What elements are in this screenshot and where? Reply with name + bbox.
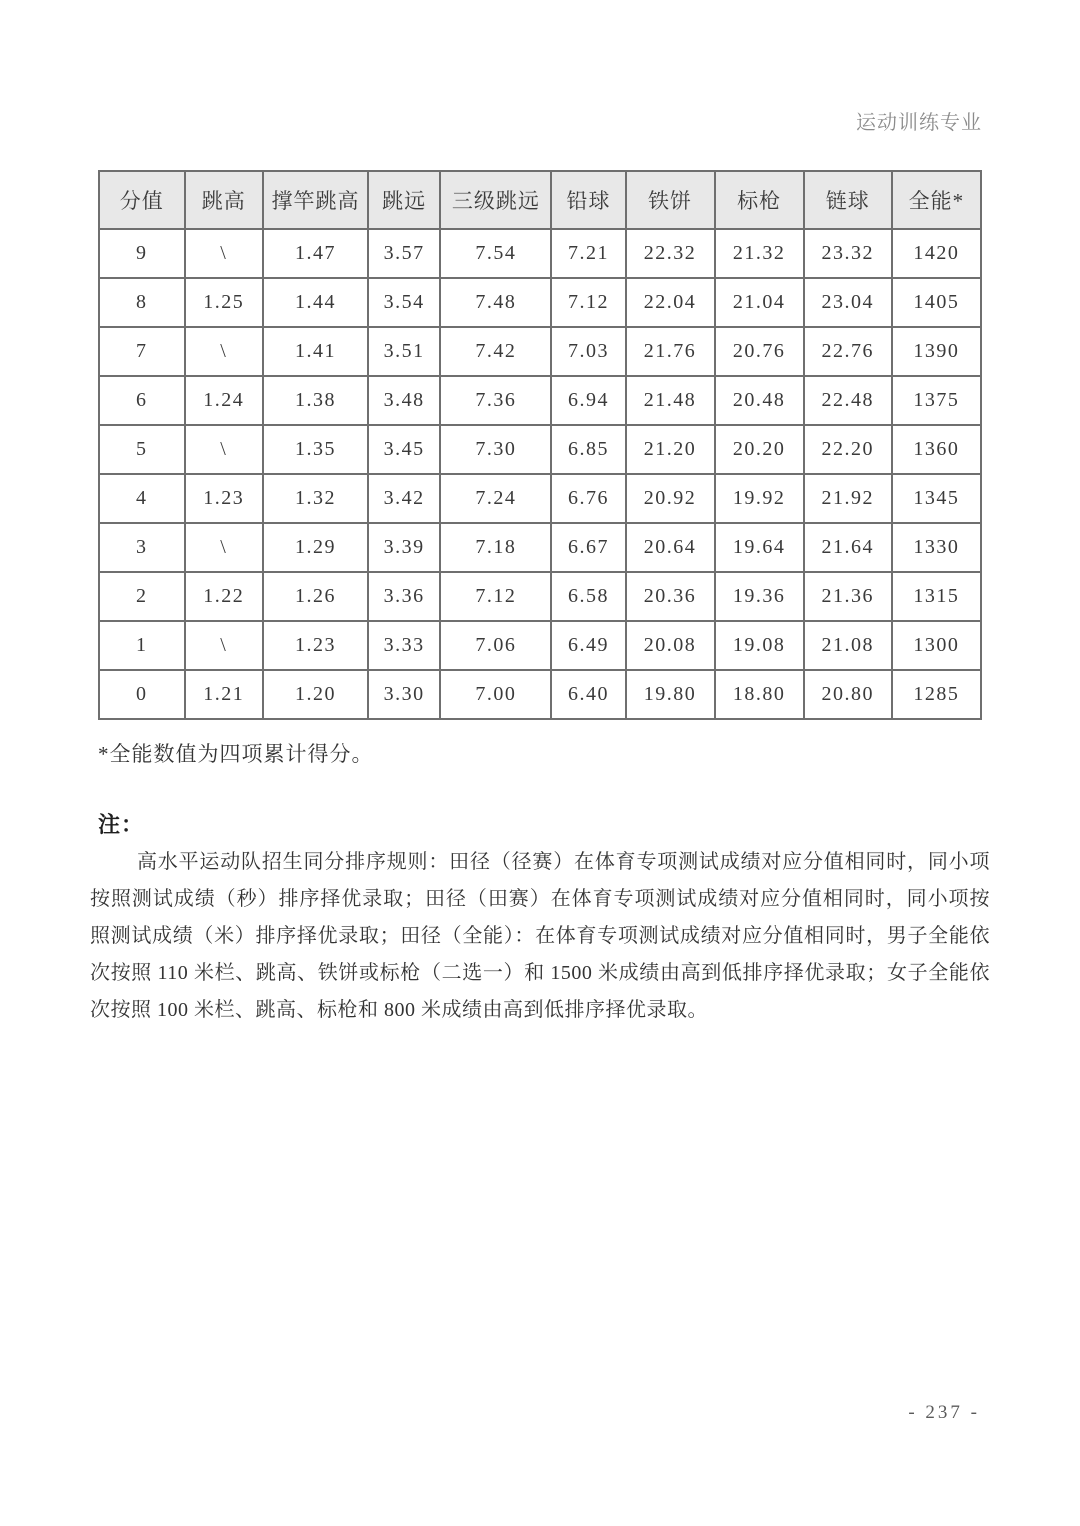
table-cell: 7.18 (440, 523, 551, 572)
table-cell: 1.26 (263, 572, 368, 621)
table-cell: 7.36 (440, 376, 551, 425)
table-cell: 20.48 (715, 376, 804, 425)
table-cell: 3.33 (368, 621, 440, 670)
table-cell: 21.08 (804, 621, 892, 670)
table-cell: 7.30 (440, 425, 551, 474)
table-cell: 1345 (892, 474, 981, 523)
table-cell: 2 (99, 572, 185, 621)
table-cell: 1.35 (263, 425, 368, 474)
table-cell: 20.08 (626, 621, 715, 670)
table-body (99, 229, 981, 719)
table-cell: 6.40 (551, 670, 625, 719)
table-cell: 22.20 (804, 425, 892, 474)
table-cell: 20.92 (626, 474, 715, 523)
table-cell: 19.36 (715, 572, 804, 621)
table-cell: 6.94 (551, 376, 625, 425)
column-header-7: 标枪 (715, 171, 804, 229)
table-cell: 21.04 (715, 278, 804, 327)
table-cell: \ (185, 229, 263, 278)
table-cell: 20.80 (804, 670, 892, 719)
table-cell: 7.03 (551, 327, 625, 376)
note-paragraph: 高水平运动队招生同分排序规则：田径（径赛）在体育专项测试成绩对应分值相同时，同小项按照测试成绩（秒）排序择优录取；田径（田赛）在体育专项测试成绩对应分值相同时，同小项按照测试成绩（米）排序择优录取；田径（全能）：在体育专项测试成绩对应分值相同时，男子全能依次按照 110 米栏、跳高、铁饼或标枪（二选一）和 1500 米成绩由高到低排序择优录取；女子全能依次按照 100 米栏、跳高、标枪和 800 米成绩由高到低排序择优录取。 (90, 851, 990, 1021)
table-cell: \ (185, 523, 263, 572)
running-header: 运动训练专业 (856, 112, 982, 134)
table-cell: 3.48 (368, 376, 440, 425)
column-header-1: 跳高 (185, 171, 263, 229)
table-cell: 3.45 (368, 425, 440, 474)
table-cell: 5 (99, 425, 185, 474)
table-cell: 21.76 (626, 327, 715, 376)
table-row (99, 327, 981, 376)
table-cell: 6 (99, 376, 185, 425)
table-cell: \ (185, 327, 263, 376)
table-footnote: *全能数值为四项累计得分。 (98, 742, 374, 766)
table-cell: 3.51 (368, 327, 440, 376)
table-cell: 1315 (892, 572, 981, 621)
table-cell: 22.76 (804, 327, 892, 376)
table-cell: 1.29 (263, 523, 368, 572)
table-cell: 22.48 (804, 376, 892, 425)
table-row (99, 376, 981, 425)
table-cell: 7.12 (551, 278, 625, 327)
table-cell: 6.67 (551, 523, 625, 572)
table-cell: 1.47 (263, 229, 368, 278)
table-row (99, 523, 981, 572)
table-cell: 22.04 (626, 278, 715, 327)
table-cell: 7.24 (440, 474, 551, 523)
table-cell: 1.21 (185, 670, 263, 719)
table-cell: 22.32 (626, 229, 715, 278)
table-cell: 20.36 (626, 572, 715, 621)
table-cell: 19.64 (715, 523, 804, 572)
table-cell: 23.32 (804, 229, 892, 278)
table-row (99, 474, 981, 523)
table-cell: 1 (99, 621, 185, 670)
table-cell: 1.24 (185, 376, 263, 425)
table-cell: 7.21 (551, 229, 625, 278)
table-cell: 7.48 (440, 278, 551, 327)
table-cell: 7.00 (440, 670, 551, 719)
table-cell: 6.76 (551, 474, 625, 523)
table-cell: 1360 (892, 425, 981, 474)
table-cell: 8 (99, 278, 185, 327)
table-cell: 3.57 (368, 229, 440, 278)
table-cell: 7 (99, 327, 185, 376)
table-cell: 1.20 (263, 670, 368, 719)
table-row (99, 670, 981, 719)
table-cell: 3.30 (368, 670, 440, 719)
table-cell: 21.32 (715, 229, 804, 278)
column-header-8: 链球 (804, 171, 892, 229)
table-cell: 1.41 (263, 327, 368, 376)
note-label: 注： (98, 812, 145, 837)
column-header-3: 跳远 (368, 171, 440, 229)
table-cell: \ (185, 425, 263, 474)
table-cell: 6.58 (551, 572, 625, 621)
table-cell: 20.20 (715, 425, 804, 474)
table-cell: 21.64 (804, 523, 892, 572)
table-cell: 21.92 (804, 474, 892, 523)
table-cell: 7.06 (440, 621, 551, 670)
table-cell: 21.48 (626, 376, 715, 425)
table-cell: 3 (99, 523, 185, 572)
table-row (99, 621, 981, 670)
table-cell: 1.22 (185, 572, 263, 621)
table-cell: 1.44 (263, 278, 368, 327)
table-cell: 1.38 (263, 376, 368, 425)
score-table (98, 170, 982, 720)
table-cell: 19.92 (715, 474, 804, 523)
table-cell: 3.39 (368, 523, 440, 572)
table-cell: 1.25 (185, 278, 263, 327)
table-cell: 21.36 (804, 572, 892, 621)
table-cell: \ (185, 621, 263, 670)
table-row (99, 229, 981, 278)
column-header-4: 三级跳远 (440, 171, 551, 229)
table-cell: 1330 (892, 523, 981, 572)
column-header-6: 铁饼 (626, 171, 715, 229)
table-cell: 20.76 (715, 327, 804, 376)
column-header-9: 全能* (892, 171, 981, 229)
table-cell: 1405 (892, 278, 981, 327)
table-cell: 9 (99, 229, 185, 278)
table-row (99, 278, 981, 327)
table-cell: 1375 (892, 376, 981, 425)
table-cell: 6.85 (551, 425, 625, 474)
table-header-row (99, 171, 981, 229)
table-cell: 23.04 (804, 278, 892, 327)
table-cell: 0 (99, 670, 185, 719)
table-cell: 4 (99, 474, 185, 523)
table-cell: 1390 (892, 327, 981, 376)
column-header-0: 分值 (99, 171, 185, 229)
table-cell: 1285 (892, 670, 981, 719)
table-cell: 3.42 (368, 474, 440, 523)
table-cell: 1.23 (263, 621, 368, 670)
table-cell: 3.54 (368, 278, 440, 327)
column-header-5: 铅球 (551, 171, 625, 229)
table-cell: 20.64 (626, 523, 715, 572)
table-cell: 3.36 (368, 572, 440, 621)
table-cell: 18.80 (715, 670, 804, 719)
table-cell: 1.32 (263, 474, 368, 523)
table-cell: 21.20 (626, 425, 715, 474)
table-row (99, 425, 981, 474)
table-cell: 7.12 (440, 572, 551, 621)
column-header-2: 撑竿跳高 (263, 171, 368, 229)
table-cell: 6.49 (551, 621, 625, 670)
table-cell: 19.80 (626, 670, 715, 719)
table-row (99, 572, 981, 621)
table-cell: 7.42 (440, 327, 551, 376)
table-cell: 19.08 (715, 621, 804, 670)
table-cell: 7.54 (440, 229, 551, 278)
table-cell: 1.23 (185, 474, 263, 523)
page-number: - 237 - (908, 1402, 980, 1423)
table-cell: 1300 (892, 621, 981, 670)
table-cell: 1420 (892, 229, 981, 278)
